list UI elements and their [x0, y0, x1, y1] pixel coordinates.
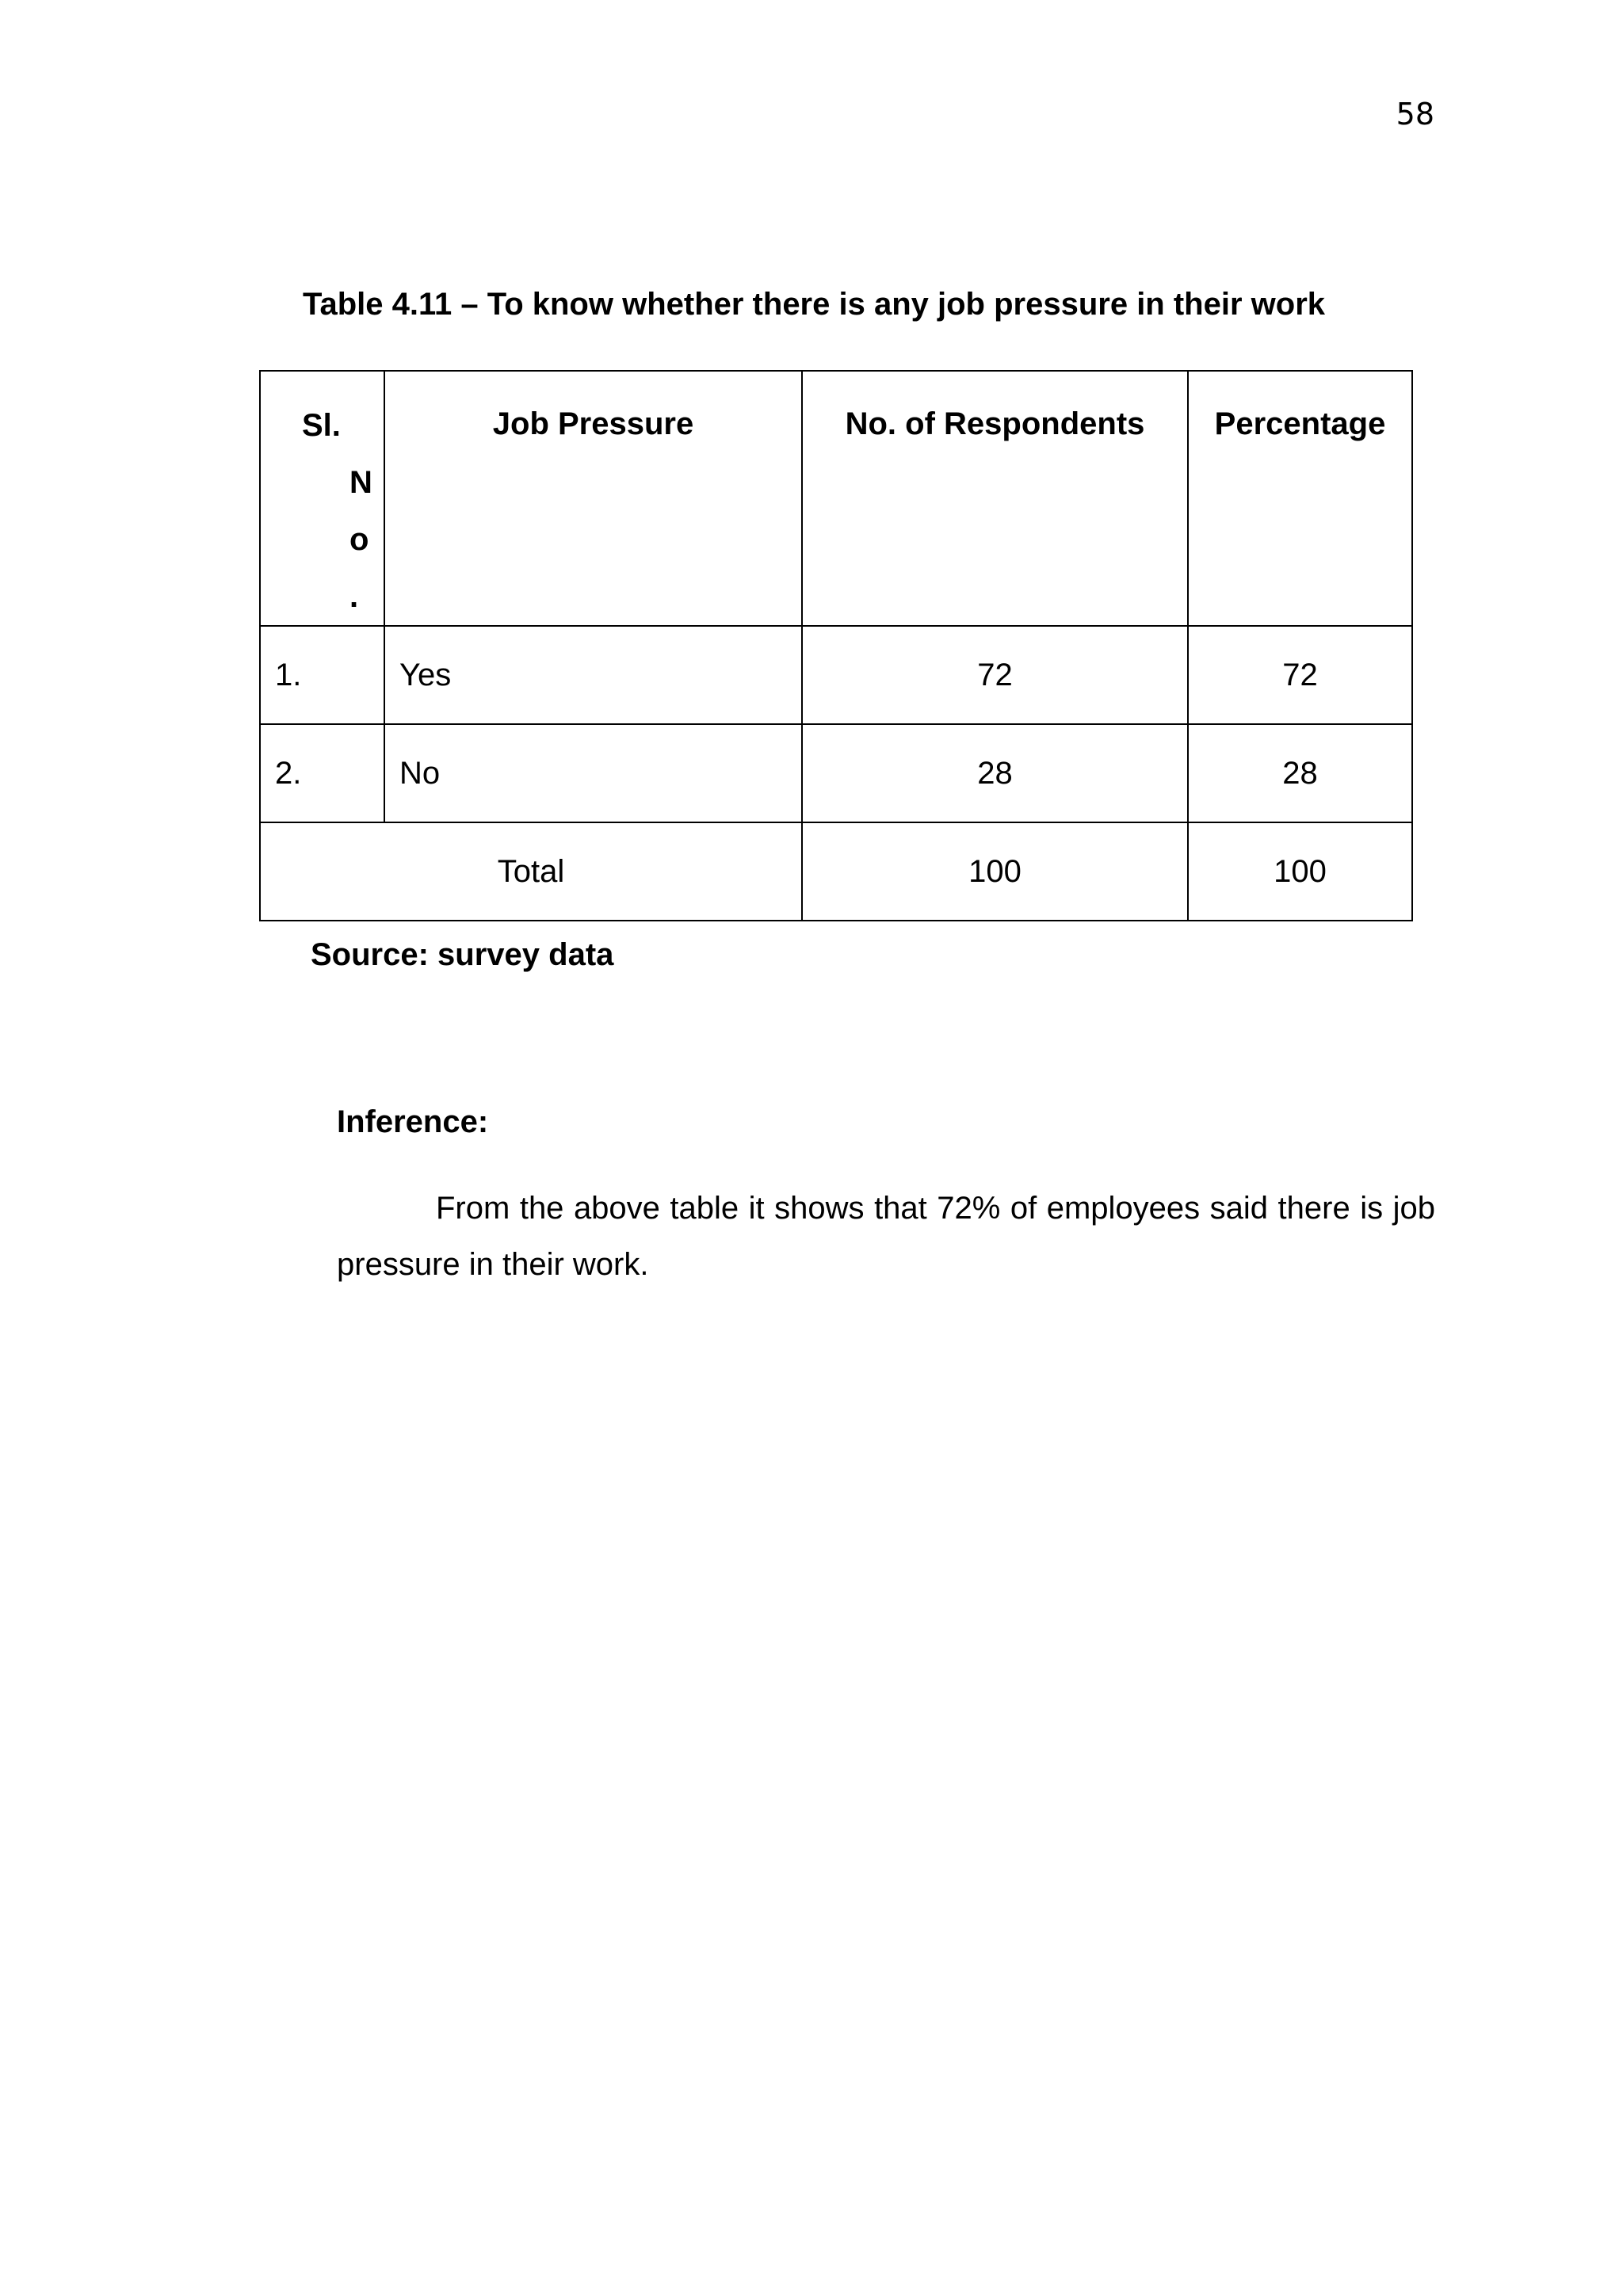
row-label: No [384, 724, 802, 822]
row-sl: 2. [260, 724, 384, 822]
row-percentage: 28 [1188, 724, 1412, 822]
table-header-row [260, 371, 1412, 626]
inference-paragraph: From the above table it shows that 72% of employees said there is job pressure in their work. [337, 1191, 1435, 1282]
header-sl-line3: o [349, 522, 369, 557]
table-row [260, 626, 1412, 724]
header-sl-no [260, 371, 384, 626]
total-label: Total [260, 822, 802, 921]
row-sl: 1. [260, 626, 384, 724]
header-percentage: Percentage [1188, 371, 1412, 626]
row-respondents: 28 [802, 724, 1188, 822]
row-respondents: 72 [802, 626, 1188, 724]
header-sl-line1: Sl. [302, 408, 341, 443]
header-respondents: No. of Respondents [802, 371, 1188, 626]
total-percentage: 100 [1188, 822, 1412, 921]
header-sl-line2: N [349, 465, 372, 500]
table-row [260, 724, 1412, 822]
table-title: Table 4.11 – To know whether there is any job pressure in their work [303, 287, 1325, 322]
header-job-pressure: Job Pressure [384, 371, 802, 626]
row-label: Yes [384, 626, 802, 724]
job-pressure-table [259, 370, 1413, 921]
table-total-row [260, 822, 1412, 921]
page-number: 58 [1396, 97, 1434, 132]
row-percentage: 72 [1188, 626, 1412, 724]
inference-heading: Inference: [337, 1104, 489, 1139]
source-note: Source: survey data [311, 937, 614, 972]
total-respondents: 100 [802, 822, 1188, 921]
header-sl-line4: . [349, 579, 359, 614]
